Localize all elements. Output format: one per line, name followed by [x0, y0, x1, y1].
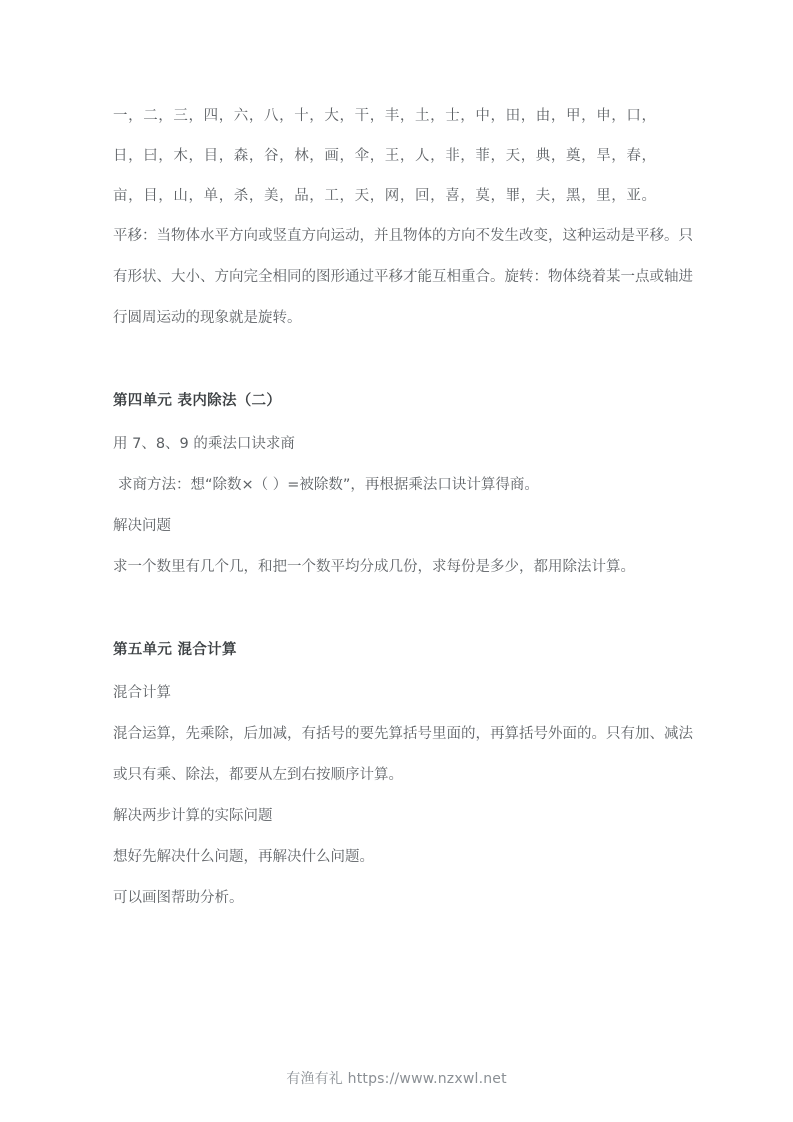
unit-five-rule-3: 可以画图帮助分析。	[113, 890, 244, 906]
unit-four-section	[113, 384, 693, 588]
unit-five-section	[113, 633, 693, 919]
unit-five-rule-2: 想好先解决什么问题，再解决什么问题。	[113, 849, 374, 865]
character-list-row: 亩，目，山，单，杀，美，品，工，天，网，回，喜，莫，罪，夫，黑，里，亚。	[113, 188, 657, 204]
unit-five-heading: 第五单元 混合计算	[113, 642, 237, 658]
unit-five-topic-1: 混合计算	[113, 685, 171, 701]
document-content	[113, 96, 693, 919]
character-list-row: 日，曰，木，目，森，谷，林，画，伞，王，人，非，菲，天，典，奠，旱，春，	[113, 148, 657, 164]
section-spacer	[113, 588, 693, 633]
translation-rotation-paragraph: 平移：当物体水平方向或竖直方向运动，并且物体的方向不发生改变，这种运动是平移。只有形状、大小、方向完全相同的图形通过平移才能互相重合。旋转：物体绕着某一点或轴进行圆周运动的现象就是旋转。	[113, 228, 693, 326]
unit-four-rule-1: 求商方法：想“除数×（ ）=被除数”，再根据乘法口诀计算得商。	[118, 477, 539, 493]
section-spacer	[113, 339, 693, 384]
unit-five-rule-1: 混合运算，先乘除，后加减，有括号的要先算括号里面的，再算括号外面的。只有加、减法或只有乘、除法，都要从左到右按顺序计算。	[113, 726, 693, 783]
unit-four-rule-2: 求一个数里有几个几，和把一个数平均分成几份，求每份是多少，都用除法计算。	[113, 559, 635, 575]
footer-watermark: 有渔有礼 https://www.nzxwl.net	[286, 1071, 507, 1087]
character-list	[113, 96, 693, 216]
unit-five-topic-2: 解决两步计算的实际问题	[113, 808, 273, 824]
unit-four-topic-1: 用 7、8、9 的乘法口诀求商	[113, 436, 295, 452]
unit-four-topic-2: 解决问题	[113, 518, 171, 534]
unit-four-heading: 第四单元 表内除法（二）	[113, 393, 282, 409]
character-list-row: 一，二，三，四，六，八，十，大，干，丰，土，士，中，田，由，甲，申，口，	[113, 108, 657, 124]
